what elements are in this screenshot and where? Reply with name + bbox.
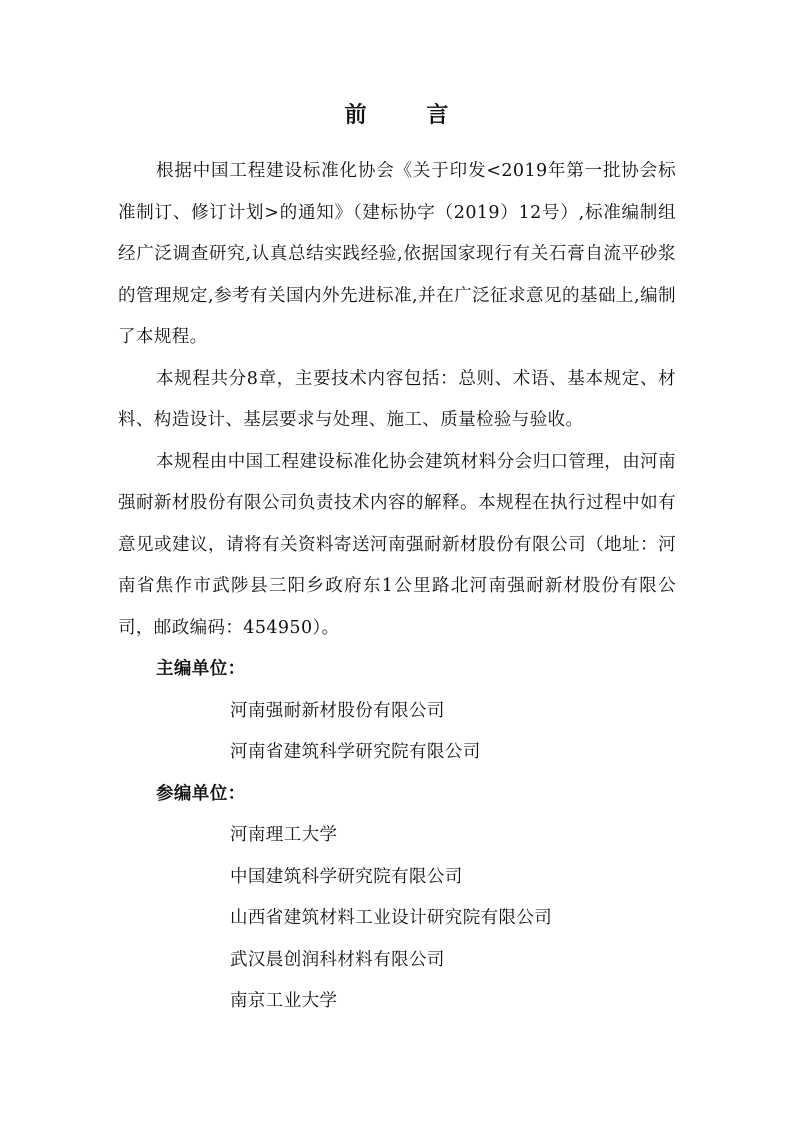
list-item: 武汉晨创润科材料有限公司 — [230, 949, 445, 970]
list-item: 河南强耐新材股份有限公司 — [230, 700, 445, 721]
list-item: 河南理工大学 — [230, 825, 338, 845]
participating-editors-list — [118, 815, 676, 1023]
chief-editors-label: 主编单位： — [156, 659, 246, 679]
list-item: 中国建筑科学研究院有限公司 — [230, 866, 463, 887]
page-title: 前 言 — [344, 103, 475, 128]
list-item: 南京工业大学 — [230, 991, 338, 1011]
paragraph-management: 本规程由中国工程建设标准化协会建筑材料分会归口管理，由河南强耐新材股份有限公司负责技术内容的解释。本规程在执行过程中如有意见或建议，请将有关资料寄送河南强耐新材股份有限公司（地址：河南省焦作市武陟县三阳乡政府东1公里路北河南强耐新材股份有限公司，邮政编码：454950）。 — [118, 451, 676, 638]
list-item: 山西省建筑材料工业设计研究院有限公司 — [230, 908, 553, 928]
participating-editors-label: 参编单位： — [156, 783, 246, 804]
paragraph-basis: 根据中国工程建设标准化协会《关于印发<2019年第一批协会标准制订、修订计划>的通知》（建标协字（2019）12号）,标准编制组经广泛调查研究,认真总结实践经验,依据国家现行有关石膏自流平砂浆的管理规定,参考有关国内外先进标准,并在广泛征求意见的基础上,编制了本规程。 — [118, 161, 676, 347]
list-item: 河南省建筑科学研究院有限公司 — [230, 742, 481, 762]
body-text — [118, 151, 676, 1023]
chief-editors-list — [118, 691, 676, 774]
paragraph-contents: 本规程共分8章，主要技术内容包括：总则、术语、基本规定、材料、构造设计、基层要求与处理、施工、质量检验与验收。 — [118, 368, 676, 430]
